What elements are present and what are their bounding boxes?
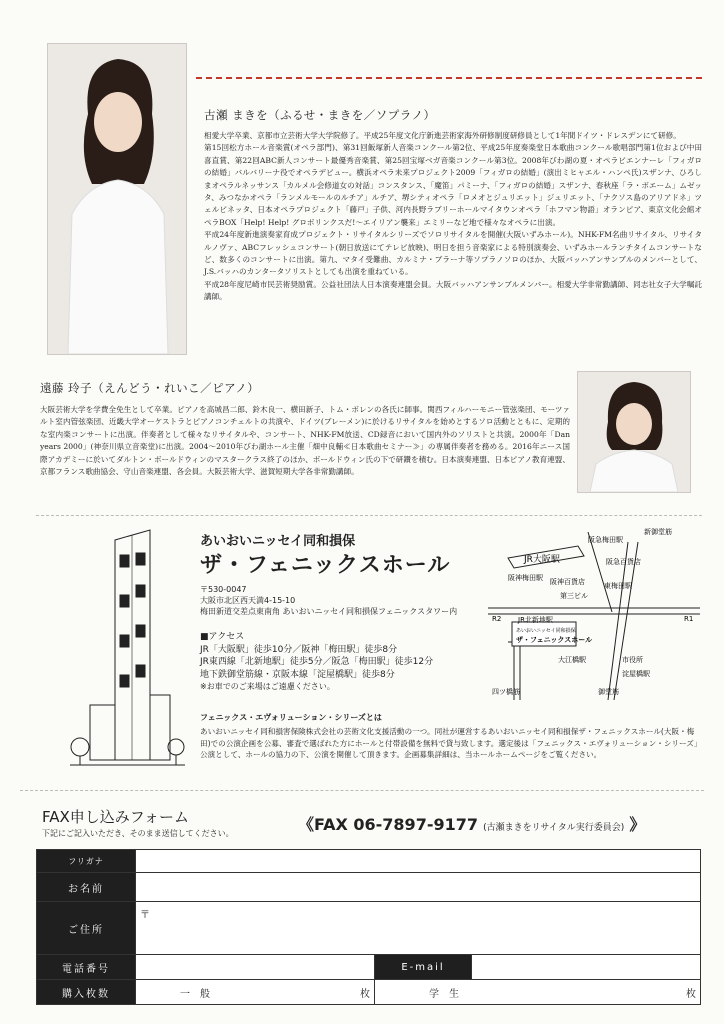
label-name: お名前 xyxy=(37,873,136,902)
form-divider xyxy=(20,790,704,791)
access-title: ■アクセス xyxy=(200,632,245,642)
fax-form-subtitle: 下記にご記入いただき、そのまま送信してください。 xyxy=(42,829,234,838)
label-general: 一 般 xyxy=(180,988,210,1000)
map-label-shinmido: 新御堂筋 xyxy=(644,528,672,536)
singer-bio-p3: 平成24年度新進演奏家育成プロジェクト・リサイタルシリーズでソロリサイタルを開催(大阪いずみホール)。NHK-FM名曲リサイタル、リサイタルノヴァ、ABCフレッシュコンサート(朝日放送にてテレビ放映)、明日を担う音楽家による特別演奏会、いずみホールランチタイムコンサートなど、数多くのコンサートに出演。第九、マタイ受難曲、カルミナ・ブラーナ等ソプラノソロのほか、大阪バッハアンサンブルのメンバーとして、J.S.バッハのカンタータソリストとしても出演を重ねている。 xyxy=(204,230,702,277)
singer-bio-p1: 相愛大学卒業、京都市立芸術大学大学院修了。平成25年度文化庁新進芸術家海外研修制度研修員として1年間ドイツ・ドレスデンにて研修。 xyxy=(204,131,681,140)
hall-name: ザ・フェニックスホール xyxy=(200,553,451,578)
map-label-hall-big: ザ・フェニックスホール xyxy=(516,636,593,644)
pianist-name: 遠藤 玲子（えんどう・れいこ／ピアノ） xyxy=(40,381,260,395)
map-label-hankyu-umeda: 阪急梅田駅 xyxy=(588,536,623,544)
hall-address xyxy=(200,584,490,617)
singer-bio xyxy=(204,130,702,304)
map-label-hanshin-umeda: 阪神梅田駅 xyxy=(508,574,543,582)
map-label-jr-osaka: JR大阪駅 xyxy=(524,555,560,565)
map-label-shiyakusho: 市役所 xyxy=(622,656,643,664)
label-furigana: フリガナ xyxy=(37,850,136,873)
fax-organizer: (古瀬まきをリサイタル実行委員会) xyxy=(483,823,625,833)
access-map xyxy=(488,522,700,700)
map-label-higashi-umeda: 東梅田駅 xyxy=(604,582,632,590)
singer-name: 古瀬 まきを（ふるせ・まきを／ソプラノ） xyxy=(204,108,436,122)
label-phone: 電話番号 xyxy=(37,955,136,980)
fax-number-close: 》 xyxy=(629,815,646,834)
map-label-hankyu-dept: 阪急百貨店 xyxy=(606,558,641,566)
address-field[interactable] xyxy=(136,902,701,955)
access-line-3: 地下鉄御堂筋線・京阪本線「淀屋橋駅」徒歩8分 xyxy=(200,669,395,680)
hall-sponsor: あいおいニッセイ同和損保 xyxy=(200,534,356,549)
map-label-r2: R2 xyxy=(492,615,502,623)
map-label-hall-small: あいおいニッセイ同和損保 xyxy=(516,628,576,634)
general-ticket-field[interactable] xyxy=(136,980,375,1005)
access-line-2: JR東西線「北新地駅」徒歩5分／阪急「梅田駅」徒歩12分 xyxy=(200,657,434,667)
singer-bio-p2: 第15回松方ホール音楽賞(オペラ部門)、第31回飯塚新人音楽コンクール第2位、平成25年度奏楽堂日本歌曲コンクール歌唱部門第1位および中田喜直賞、第22回ABC新人コンサート最優秀音楽賞、第25回宝塚ベガ音楽コンクール第3位。2008年びわ湖の夏・オペラビエンナーレ「フィガロの結婚」バルバリーナ役でオペラデビュー。横浜オペラ未来プロジェクト2009「フィガロの結婚」(演出ミヒャエル・ハンペ氏)スザンナ、ひろしまオペラルネッサンス「カルメル会修道女の対話」コンスタンス、「魔笛」パミーナ、「フィガロの結婚」スザンナ、春秋座「ラ・ボエーム」ムゼッタ、みつなかオペラ「ランメルモールのルチア」ルチア、堺シティオペラ「ロメオとジュリエット」ジュリエット、「ナクソス島のアリアドネ」ツェルビネッタ、日本オペラプロジェクト「藤戸」子供、河内長野ラブリーホールマイタウンオペラ「ホフマン物語」オランピア、東京文化会館オペラBOX「Help! Help! グロボリンクスだ!～エイリアン襲来」エミリーなど地で様々なオペラに出演。 xyxy=(204,143,702,227)
fax-form-title: FAX申し込みフォーム xyxy=(42,808,190,826)
map-label-kitashinchi: JR北新地駅 xyxy=(518,616,553,624)
building-illustration xyxy=(70,525,185,777)
section-divider xyxy=(36,515,702,516)
map-label-oebashi: 大江橋駅 xyxy=(558,656,586,664)
student-ticket-field[interactable] xyxy=(375,980,701,1005)
address-line-2: 梅田新道交差点東南角 あいおいニッセイ同和損保フェニックスタワー内 xyxy=(200,607,458,616)
label-address: ご住所 xyxy=(37,902,136,955)
map-label-midosuji: 御堂筋 xyxy=(598,688,619,696)
address-line-1: 大阪市北区西天満4-15-10 xyxy=(200,596,296,605)
singer-photo xyxy=(47,43,187,355)
application-form xyxy=(36,849,701,1005)
series-body: あいおいニッセイ同和損害保険株式会社の芸術文化支援活動の一つ。同社が運営するあいおいニッセイ同和損保ザ・フェニックスホール(大阪・梅田)での公演企画を公募、審査で選ばれた方にホールと付帯設備を無料で貸与致します。選定後は「フェニックス・エヴォリューション・シリーズ」公演として、ホールの協力の下、公演を開催して頂きます。企画募集詳細は、当ホールホームページをご覧ください。 xyxy=(200,727,698,759)
series-title: フェニックス・エヴォリューション・シリーズとは xyxy=(200,713,382,722)
label-email: E-mail xyxy=(375,955,472,980)
label-student: 学 生 xyxy=(429,988,459,1000)
phone-field[interactable] xyxy=(136,955,375,980)
email-field[interactable] xyxy=(472,955,701,980)
furigana-field[interactable] xyxy=(136,850,701,873)
access-info xyxy=(200,631,500,694)
map-label-yodoyabashi: 淀屋橋駅 xyxy=(622,670,650,678)
singer-bio-p4: 平成28年度尼崎市民芸術奨励賞。公益社団法人日本演奏連盟会員。大阪バッハアンサンブルメンバー。相愛大学非常勤講師、同志社女子大学嘱託講師。 xyxy=(204,279,702,302)
postal-mark: 〒 xyxy=(140,910,150,921)
postal-code: 〒530-0047 xyxy=(200,585,247,594)
map-label-daisan: 第三ビル xyxy=(560,592,588,600)
label-tickets: 購入枚数 xyxy=(37,980,136,1005)
map-label-yotsubashi: 四ツ橋筋 xyxy=(492,688,520,696)
map-label-hanshin-dept: 阪神百貨店 xyxy=(550,578,585,586)
access-note: ※お車でのご来場はご遠慮ください。 xyxy=(200,682,335,691)
student-unit: 枚 xyxy=(686,988,696,1000)
pianist-photo xyxy=(577,371,691,493)
fax-number-block xyxy=(298,812,645,835)
pianist-bio: 大阪芸術大学を学費全免生として卒業。ピアノを高城昌二郎、鈴木良一、横田新子、トム・ボレンの各氏に師事。関西フィルハーモニー管弦楽団、モーツァルト室内管弦楽団、近畿大学オーケストラとピアノコンチェルトの共演や、ドイツ(ブレーメン)に於けるリサイタルを始めとするソロ活動とともに、定期的な室内楽コンサートに出演。伴奏者として様々なリサイタルや、コンサート、NHK-FM放送、CD録音において国内外のソリストと共演。2000年「Dan years 2000」(神奈川県立音楽堂)に出演。2004～2010年びわ湖ホール主催「畑中良輔≪日本歌曲セミナー≫」の専属伴奏者を務める。2016年ニース国際アカデミーに於いてダルトン・ボールドウィンのマスタークラス終了のほか、ボールドウィン氏の下で研鑽を積む。日本演奏連盟、日本ピアノ教育連盟、京都フランス歌曲協会、守山音楽連盟、各会員。大阪芸術大学、滋賀短期大学各非常勤講師。 xyxy=(40,405,570,477)
fax-number: 《FAX 06-7897-9177 xyxy=(298,815,478,834)
name-field[interactable] xyxy=(136,873,701,902)
access-line-1: JR「大阪駅」徒歩10分／阪神「梅田駅」徒歩8分 xyxy=(200,644,398,655)
red-divider xyxy=(196,77,702,79)
general-unit: 枚 xyxy=(360,988,370,1000)
map-label-r1: R1 xyxy=(684,615,694,623)
